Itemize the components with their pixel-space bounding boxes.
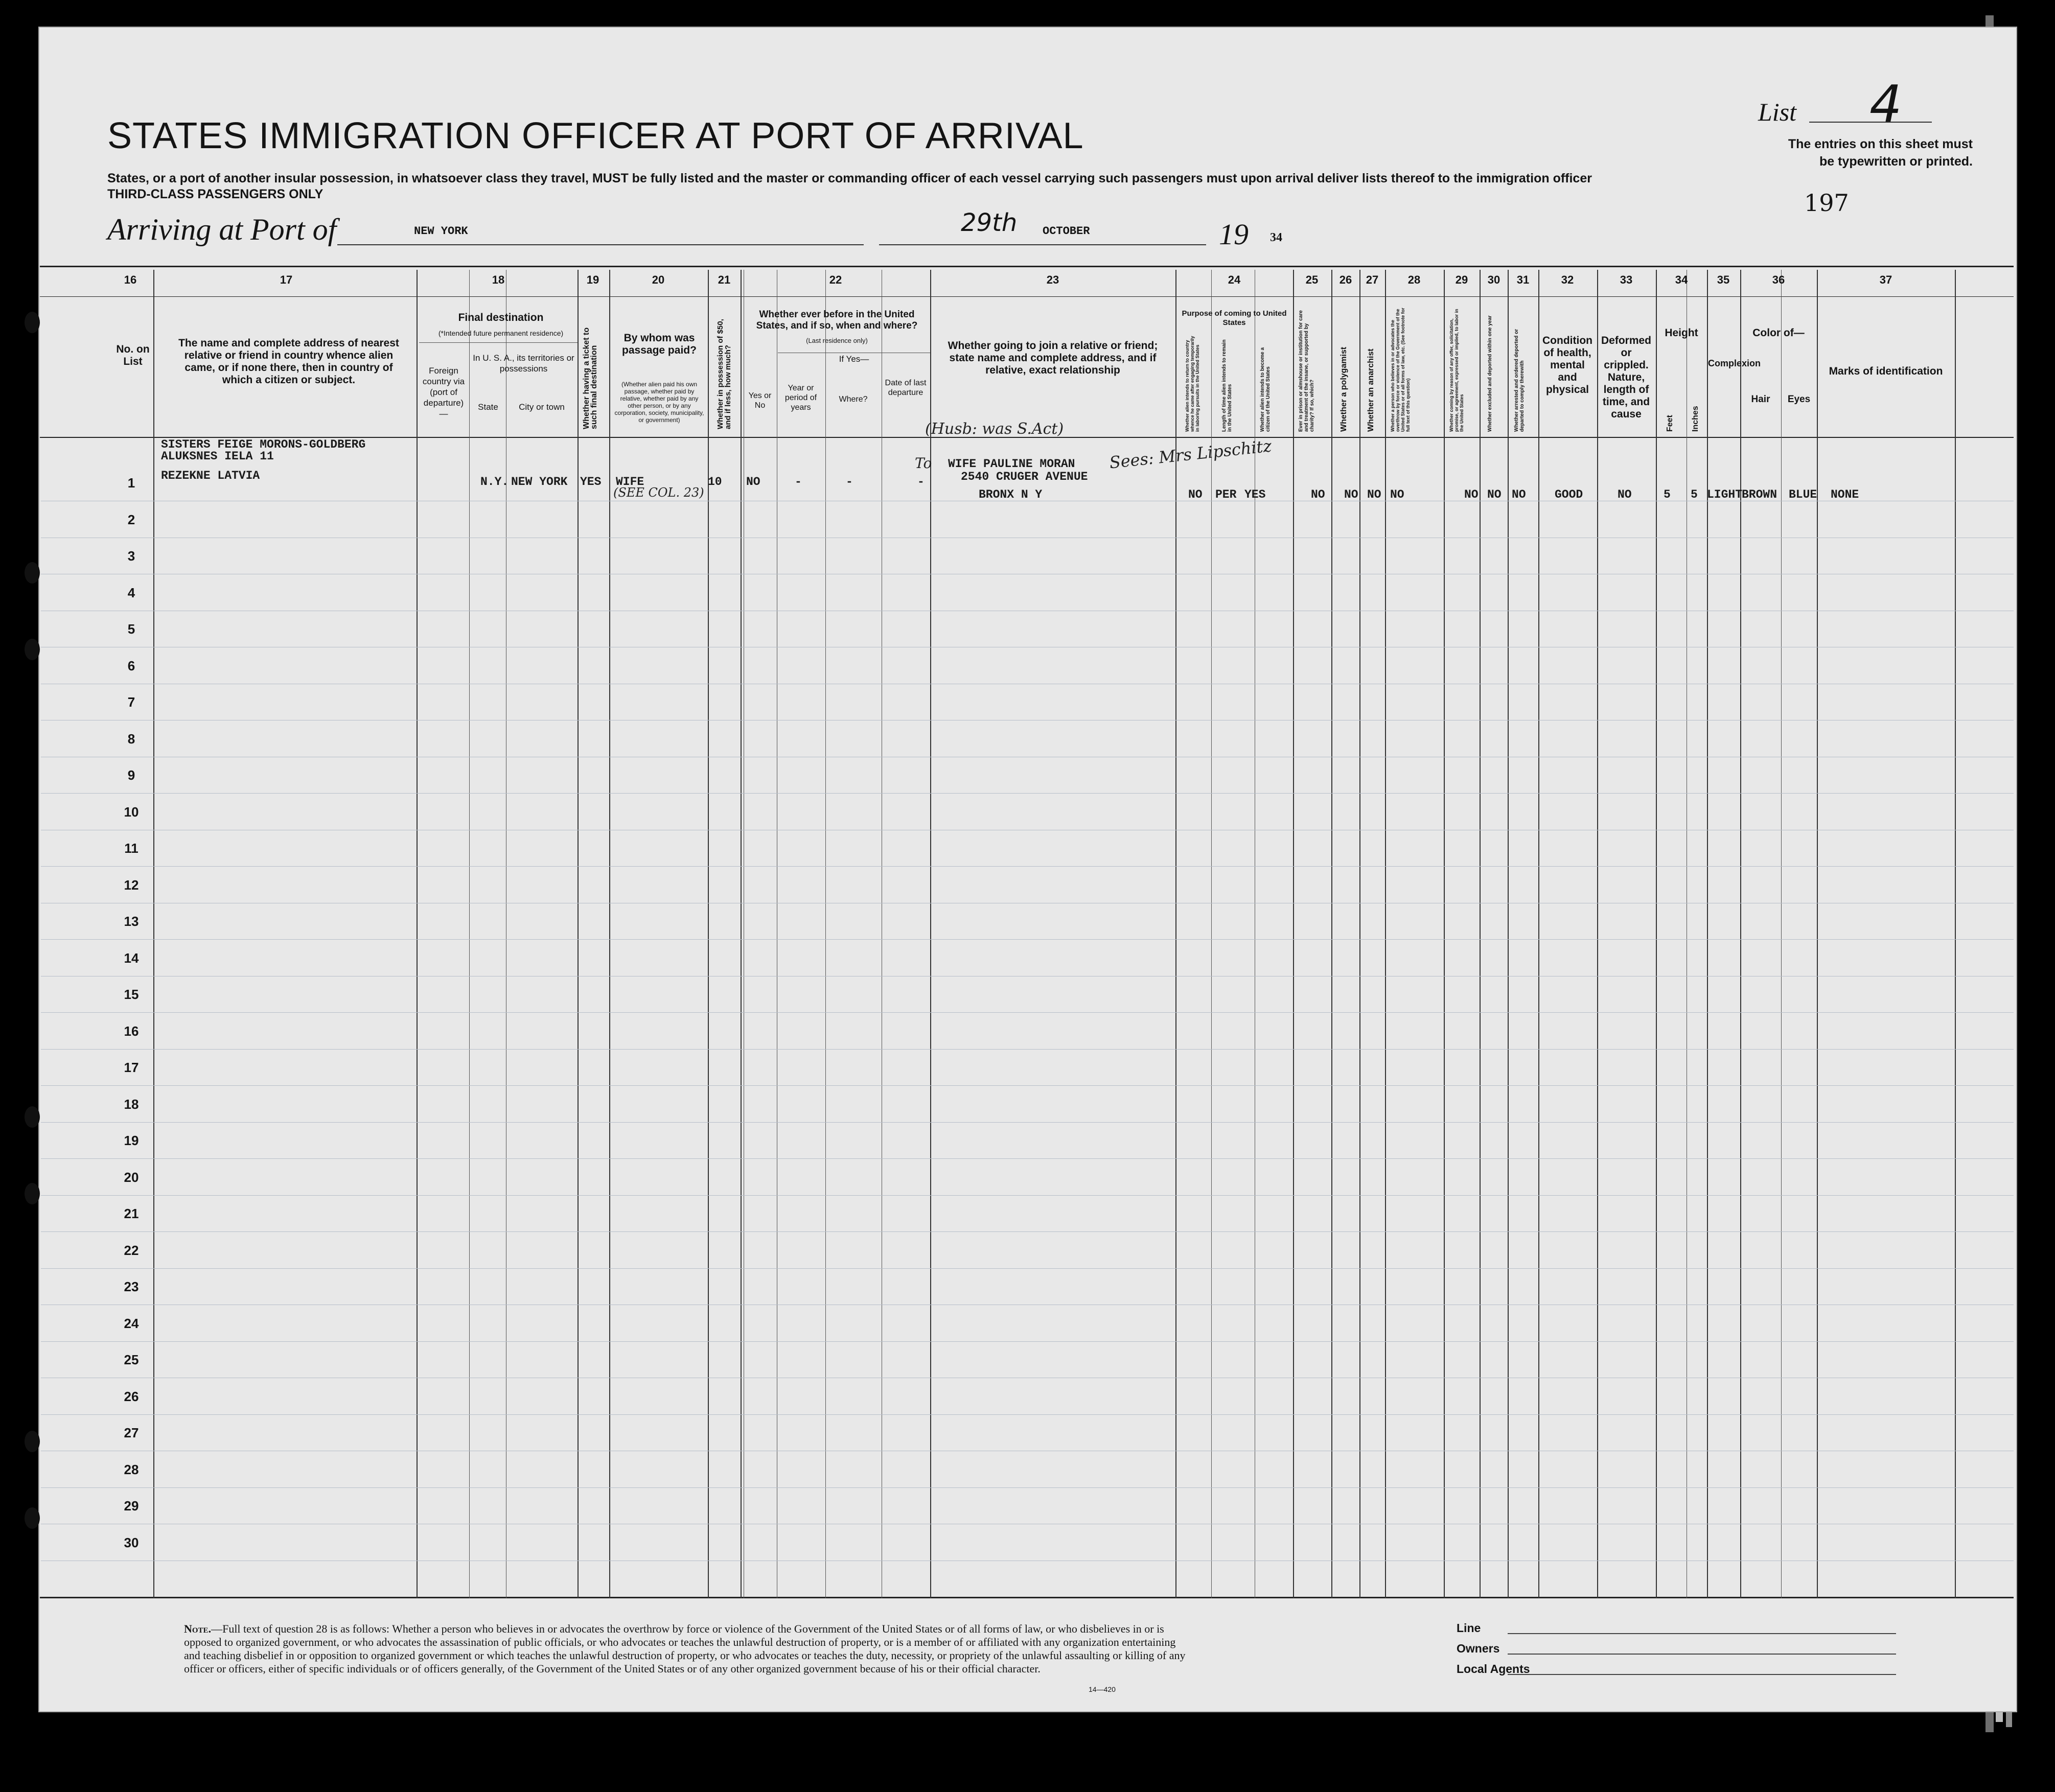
paid-by-value: WIFE (616, 475, 644, 488)
inches-value: 5 (1691, 488, 1698, 501)
row-number: 26 (124, 1388, 139, 1404)
col-divider (1331, 270, 1332, 1598)
relative-line: REZEKNE LATVIA (161, 469, 260, 482)
entries-note-line: The entries on this sheet must (1788, 137, 1973, 151)
col-divider (417, 270, 418, 1598)
column-number: 29 (1455, 273, 1468, 286)
footnote (184, 1622, 1186, 1675)
header-state: State (478, 402, 498, 412)
column-number: 20 (652, 273, 665, 286)
year-value: - (795, 475, 802, 488)
column-number: 30 (1487, 273, 1500, 286)
col-divider (609, 270, 610, 1598)
overthrow-value: NO (1390, 488, 1404, 501)
port-line (337, 244, 864, 245)
col-divider (1359, 270, 1360, 1598)
header-labor-offer: Whether coming by reason of any offer, solicitation, promise, or agreement, expressed or implied, to labor in the United States (1449, 309, 1464, 432)
row-rule (41, 1158, 2014, 1159)
row-number: 30 (124, 1534, 139, 1550)
health-value: GOOD (1555, 488, 1583, 501)
column-number: 26 (1339, 273, 1352, 286)
header-final-destination: Final destination (458, 312, 544, 323)
column-number: 21 (718, 273, 731, 286)
row-number: 15 (124, 987, 139, 1002)
row-number: 20 (124, 1169, 139, 1185)
purpose-length-value: PER (1215, 488, 1237, 501)
header-passage-paid: By whom was passage paid? (622, 332, 697, 356)
row-rule (41, 1012, 2014, 1013)
row-number: 2 (127, 511, 135, 527)
col-divider (1781, 270, 1782, 1598)
table-bottom-rule (40, 1597, 2014, 1598)
col-divider (578, 270, 579, 1598)
row-number: 6 (127, 658, 135, 673)
header-ticket: Whether having a ticket to such final destination (582, 327, 598, 429)
header-anarchist: Whether an anarchist (1367, 348, 1375, 432)
header-inches: Inches (1691, 406, 1700, 432)
col-divider (1293, 270, 1294, 1598)
feet-value: 5 (1664, 488, 1671, 501)
row-rule (41, 866, 2014, 867)
row-number: 23 (124, 1279, 139, 1294)
row-number: 27 (124, 1425, 139, 1440)
row-number: 1 (127, 475, 135, 491)
header-deformed: Deformed or crippled. Nature, length of time, and cause (1601, 335, 1652, 420)
arrested-value: NO (1512, 488, 1526, 501)
header-overthrow: Whether a person who believes in or advocates the overthrow by force or violence of the Government of the United States or of all forms of law, etc. (See footnote for full text of this question) (1390, 308, 1411, 432)
column-number: 16 (124, 273, 137, 286)
header-yes-no: Yes or No (748, 391, 772, 410)
header-no-on-list: No. on List (116, 343, 150, 367)
header-if-yes: If Yes— (778, 353, 930, 365)
header-marks: Marks of identification (1829, 365, 1943, 377)
header-dest-divider (419, 342, 578, 343)
col-divider (1480, 270, 1481, 1598)
row-number: 25 (124, 1352, 139, 1367)
row-rule (41, 793, 2014, 794)
header-height: Height (1665, 327, 1698, 339)
row-rule (41, 1085, 2014, 1086)
header-relative: The name and complete address of nearest relative or friend in country whence alien came, or if none there, then in country of which a citizen or subject. (178, 337, 399, 386)
col-divider (1740, 270, 1741, 1598)
column-number: 25 (1305, 273, 1319, 286)
row-number: 22 (124, 1242, 139, 1258)
header-health: Condition of health, mental and physical (1542, 335, 1592, 395)
header-date-departure: Date of last departure (885, 379, 927, 397)
page-subtitle: States, or a port of another insular possession, in whatsoever class they travel, MUST be fully listed and the master or commanding officer of each vessel carrying such passengers must upon arrival deliver lists thereof to the immigration officer (107, 171, 1592, 185)
header-final-destination-note: (*Intended future permanent residence) (438, 329, 564, 337)
column-number: 31 (1516, 273, 1530, 286)
column-number: 37 (1879, 273, 1892, 286)
row-number: 17 (124, 1060, 139, 1075)
row-number: 9 (127, 767, 135, 783)
row-number: 29 (124, 1498, 139, 1514)
row-rule (41, 1231, 2014, 1232)
header-arrested: Whether arrested and ordered deported or departed to comply therewith (1514, 329, 1525, 432)
column-number: 18 (492, 273, 505, 286)
header-top-rule (40, 266, 2014, 267)
date-line (879, 244, 1206, 245)
column-number: 19 (586, 273, 599, 286)
col-divider (741, 270, 742, 1598)
col-divider (1538, 270, 1539, 1598)
footnote-text: —Full text of question 28 is as follows: Whether a person who believes in or advocates the overthrow by force or violence of the Government of the United States or of all forms of law, or who disbelieves in or is opposed to organized government, or who advocates the assassination of public officials, or who advocates or teaches the unlawful destruction of property, or is a member of or affiliated with any organization entertaining and teaching disbelief in or opposition to organized government or which teaches the unlawful destruction of property, or who advocates or teaches the duty, necessity, or propriety of the unlawful assaulting or killing of any officer or officers, either of specific individuals or of officers generally, of the Government of the United States or of any other organized government because of his or their official character. (184, 1622, 1186, 1675)
header-join-relative: Whether going to join a relative or friend; state name and complete address, and if relative, exact relationship (948, 340, 1158, 376)
entries-note (1707, 135, 1973, 170)
owners-rule (1508, 1654, 1896, 1655)
row-number: 16 (124, 1023, 139, 1039)
col-divider (1955, 270, 1956, 1598)
header-year-period: Year or period of years (784, 384, 817, 412)
prison-value: NO (1311, 488, 1325, 501)
column-number: 35 (1717, 273, 1730, 286)
header-hair: Hair (1751, 394, 1770, 405)
list-label: List (1758, 98, 1797, 126)
arriving-label: Arriving at Port of (107, 213, 337, 246)
col-divider (1508, 270, 1509, 1598)
excluded-value: NO (1487, 488, 1502, 501)
row-number: 13 (124, 914, 139, 929)
entries-note-line: be typewritten or printed. (1819, 154, 1973, 169)
owners-label: Owners (1457, 1642, 1500, 1655)
col-divider (1175, 270, 1176, 1598)
header-excluded: Whether excluded and deported within one year (1487, 315, 1493, 432)
line-label: Line (1457, 1621, 1481, 1635)
col-divider (1444, 270, 1445, 1598)
row-rule (41, 1341, 2014, 1342)
complexion-value: LIGHT (1707, 488, 1743, 501)
purpose-citizen-value: YES (1244, 488, 1266, 501)
paid-by-note: (SEE COL. 23) (613, 485, 704, 500)
row-number: 14 (124, 950, 139, 966)
marks-value: NONE (1831, 488, 1859, 501)
binder-hole (25, 1431, 40, 1452)
column-number: 34 (1675, 273, 1688, 286)
local-agents-rule (1508, 1674, 1896, 1675)
binder-hole (25, 1183, 40, 1204)
col-divider (153, 270, 154, 1598)
join-line: WIFE PAULINE MORAN (948, 457, 1075, 471)
col-divider (1817, 270, 1818, 1598)
header-prison: Ever in prison or almshouse or institution for care and treatment of the insane, or supported by charity? If so, which? (1298, 310, 1315, 432)
row-number: 10 (124, 804, 139, 820)
header-city: City or town (519, 402, 565, 412)
column-number: 28 (1407, 273, 1421, 286)
header-eyes: Eyes (1787, 394, 1811, 405)
header-complexion: Complexion (1708, 358, 1761, 368)
join-annotation: (Husb: was S.Act) (925, 420, 1064, 438)
day-value: 29th (961, 208, 1018, 237)
column-number: 33 (1620, 273, 1633, 286)
relative-line: ALUKSNES IELA 11 (161, 450, 274, 463)
join-handwritten: Sees: Mrs Lipschitz (1108, 436, 1273, 473)
hair-value: BROWN (1742, 488, 1777, 501)
row-rule (41, 1487, 2014, 1488)
col-divider (1656, 270, 1657, 1598)
header-purpose: Purpose of coming to United States (1182, 309, 1287, 327)
col-divider (1385, 270, 1386, 1598)
row-rule (41, 1414, 2014, 1415)
list-underline (1809, 122, 1932, 123)
row-number: 24 (124, 1315, 139, 1331)
col-divider (708, 270, 709, 1598)
col-divider (1707, 270, 1708, 1598)
column-number: 24 (1228, 273, 1241, 286)
header-in-usa: In U. S. A., its territories or possessions (473, 353, 574, 374)
row-number: 19 (124, 1133, 139, 1148)
column-number: 17 (280, 273, 293, 286)
header-fifty-dollars: Whether in possession of $50, and if less, how much? (716, 319, 732, 429)
row-rule (41, 1049, 2014, 1050)
eyes-value: BLUE (1789, 488, 1817, 501)
col-divider (1211, 270, 1212, 1598)
col-divider (1597, 270, 1598, 1598)
before-value: NO (746, 475, 760, 488)
row-number: 8 (127, 731, 135, 747)
purpose-return-value: NO (1188, 488, 1203, 501)
row-number: 18 (124, 1096, 139, 1112)
header-where: Where? (839, 395, 868, 404)
join-line: 2540 CRUGER AVENUE (961, 470, 1088, 483)
relative-line: SISTERS FEIGE MORONS-GOLDBERG (161, 438, 366, 451)
col-divider (825, 270, 826, 1598)
binder-hole (25, 1106, 40, 1128)
binder-hole (25, 1507, 40, 1529)
header-purpose-return: Whether alien intends to return to country whence he came after engaging temporarily in laboring pursuits in the United States (1185, 336, 1200, 432)
sheet-number: 197 (1804, 189, 1849, 217)
passenger-class: THIRD-CLASS PASSENGERS ONLY (107, 187, 324, 201)
binder-hole (25, 639, 40, 660)
join-line: BRONX N Y (979, 488, 1043, 501)
col-divider (469, 270, 470, 1598)
port-value: NEW YORK (414, 225, 468, 238)
labor-offer-value: NO (1464, 488, 1479, 501)
line-rule (1508, 1633, 1896, 1634)
year-prefix: 19 (1219, 218, 1249, 251)
header-polygamist: Whether a polygamist (1340, 346, 1348, 432)
header-passage-note: (Whether alien paid his own passage, whether paid by relative, whether paid by any other person, or by any corporation, society, municipality, or government) (614, 381, 704, 424)
row-number: 12 (124, 877, 139, 893)
header-feet: Feet (1666, 415, 1674, 432)
binder-hole (25, 562, 40, 584)
column-number: 36 (1772, 273, 1785, 286)
column-number: 27 (1366, 273, 1379, 286)
colnum-rule (40, 296, 2014, 297)
header-purpose-citizen: Whether alien intends to become a citizen of the United States (1260, 347, 1271, 432)
row-rule (41, 1195, 2014, 1196)
join-prefix: To (915, 455, 932, 472)
row-number: 11 (124, 841, 138, 856)
ticket-value: YES (580, 475, 602, 488)
month-value: OCTOBER (1043, 225, 1090, 238)
row-number: 3 (127, 548, 135, 564)
where-value: - (846, 475, 853, 488)
year-suffix: 34 (1270, 231, 1282, 244)
header-before-in-us: Whether ever before in the United States, and if so, when and where? (756, 309, 918, 331)
anarchist-value: NO (1367, 488, 1381, 501)
header-color: Color of— (1752, 327, 1805, 339)
list-number: 4 (1869, 74, 1902, 134)
row-rule (41, 1268, 2014, 1269)
binder-hole (25, 312, 40, 333)
row-number: 7 (127, 694, 135, 710)
footnote-label: Note. (184, 1622, 212, 1635)
form-number: 14—420 (1089, 1685, 1116, 1693)
column-number: 23 (1046, 273, 1059, 286)
header-purpose-length: Length of time alien intends to remain in the United States (1221, 339, 1233, 432)
local-agents-label: Local Agents (1457, 1662, 1530, 1675)
column-number: 22 (829, 273, 842, 286)
row-rule (41, 1122, 2014, 1123)
header-foreign-country: Foreign country via (port of departure)— (422, 366, 465, 418)
header-before-note: (Last residence only) (806, 337, 868, 344)
polygamist-value: NO (1344, 488, 1358, 501)
deformed-value: NO (1618, 488, 1632, 501)
row-number: 5 (127, 621, 135, 637)
date-value: - (917, 475, 925, 488)
page-title: STATES IMMIGRATION OFFICER AT PORT OF ARRIVAL (107, 115, 1084, 156)
row-rule (41, 939, 2014, 940)
row-number: 21 (124, 1206, 139, 1221)
row-number: 28 (124, 1461, 139, 1477)
column-number: 32 (1561, 273, 1574, 286)
dest-city: NEW YORK (511, 475, 568, 488)
row-number: 4 (127, 585, 135, 600)
money-value: 10 (708, 475, 722, 488)
dest-state: N.Y. (480, 475, 509, 488)
